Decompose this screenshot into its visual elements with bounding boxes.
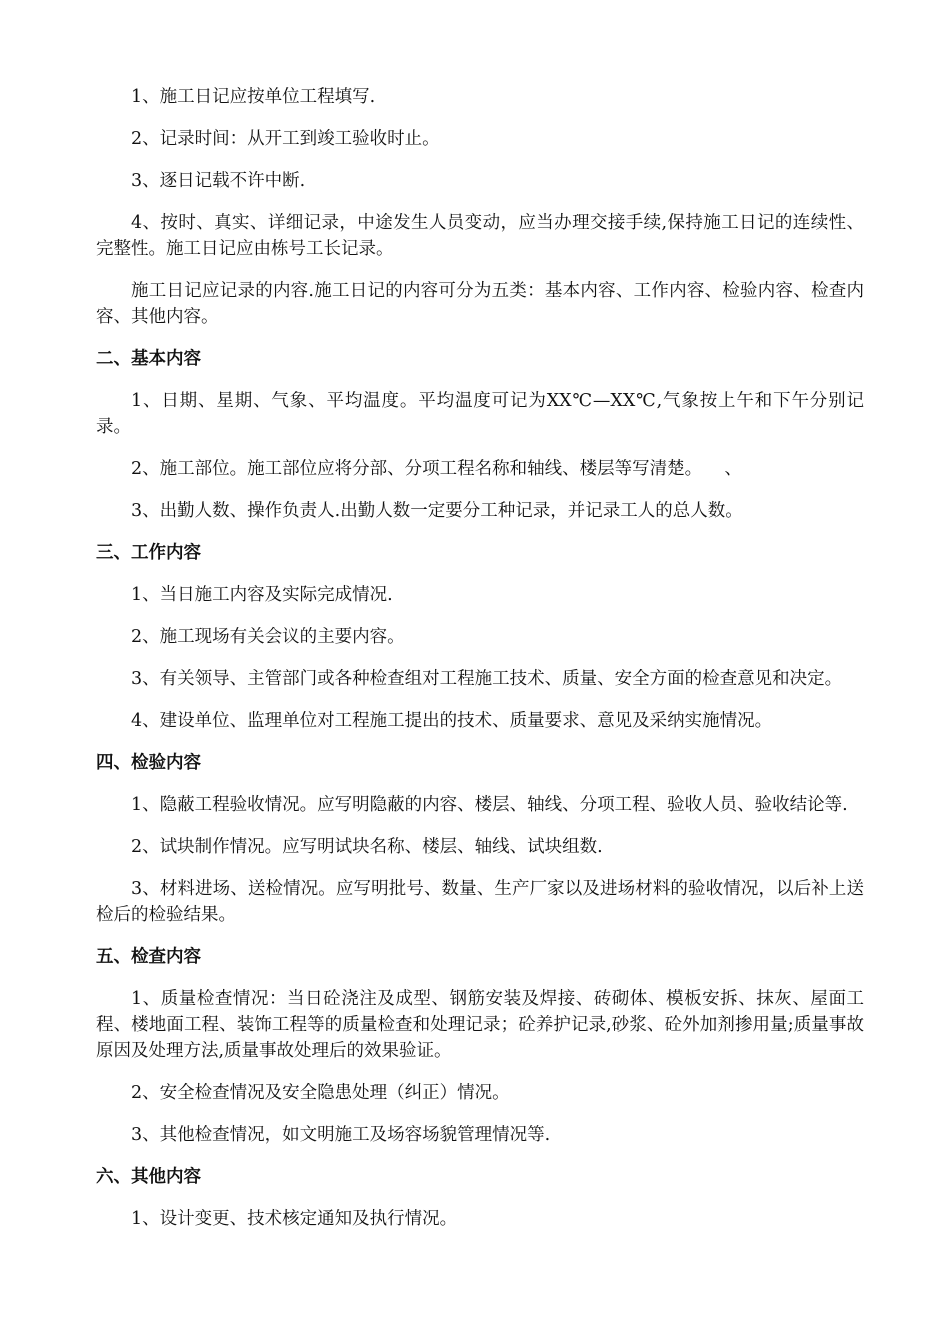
- section-heading: 五、检查内容: [96, 947, 201, 967]
- paragraph: 2、施工部位。施工部位应将分部、分项工程名称和轴线、楼层等写清楚。 、: [131, 459, 742, 479]
- paragraph: 3、有关领导、主管部门或各种检查组对工程施工技术、质量、安全方面的检查意见和决定。: [131, 669, 843, 689]
- section-heading: 三、工作内容: [96, 543, 201, 563]
- paragraph: 施工日记应记录的内容.施工日记的内容可分为五类：基本内容、工作内容、检验内容、检查内容、其他内容。: [96, 281, 864, 327]
- paragraph: 4、建设单位、监理单位对工程施工提出的技术、质量要求、意见及采纳实施情况。: [131, 711, 773, 731]
- paragraph: 3、材料进场、送检情况。应写明批号、数量、生产厂家以及进场材料的验收情况，以后补上送检后的检验结果。: [96, 879, 864, 925]
- section-heading: 四、检验内容: [96, 753, 201, 773]
- paragraph: 1、当日施工内容及实际完成情况.: [131, 585, 393, 605]
- paragraph: 4、按时、真实、详细记录，中途发生人员变动，应当办理交接手续,保持施工日记的连续性、完整性。施工日记应由栋号工长记录。: [96, 213, 864, 259]
- section-heading: 六、其他内容: [96, 1167, 201, 1187]
- paragraph: 3、出勤人数、操作负责人.出勤人数一定要分工种记录，并记录工人的总人数。: [131, 501, 743, 521]
- paragraph: 2、记录时间：从开工到竣工验收时止。: [131, 129, 440, 149]
- paragraph: 3、其他检查情况，如文明施工及场容场貌管理情况等.: [131, 1125, 551, 1145]
- paragraph: 2、安全检查情况及安全隐患处理（纠正）情况。: [131, 1083, 510, 1103]
- paragraph: 1、隐蔽工程验收情况。应写明隐蔽的内容、楼层、轴线、分项工程、验收人员、验收结论等.: [131, 795, 848, 815]
- paragraph: 3、逐日记载不许中断.: [131, 171, 306, 191]
- paragraph: 2、施工现场有关会议的主要内容。: [131, 627, 405, 647]
- document-page: [96, 84, 864, 1248]
- paragraph: 2、试块制作情况。应写明试块名称、楼层、轴线、试块组数.: [131, 837, 603, 857]
- paragraph: 1、质量检查情况：当日砼浇注及成型、钢筋安装及焊接、砖砌体、模板安拆、抹灰、屋面工程、楼地面工程、装饰工程等的质量检查和处理记录；砼养护记录,砂浆、砼外加剂掺用量;质量事故原因及处理方法,质量事故处理后的效果验证。: [96, 989, 864, 1061]
- paragraph: 1、设计变更、技术核定通知及执行情况。: [131, 1209, 458, 1229]
- paragraph: 1、施工日记应按单位工程填写.: [131, 87, 376, 107]
- paragraph: 1、日期、星期、气象、平均温度。平均温度可记为XX℃—XX℃,气象按上午和下午分别记录。: [96, 391, 864, 437]
- section-heading: 二、基本内容: [96, 349, 201, 369]
